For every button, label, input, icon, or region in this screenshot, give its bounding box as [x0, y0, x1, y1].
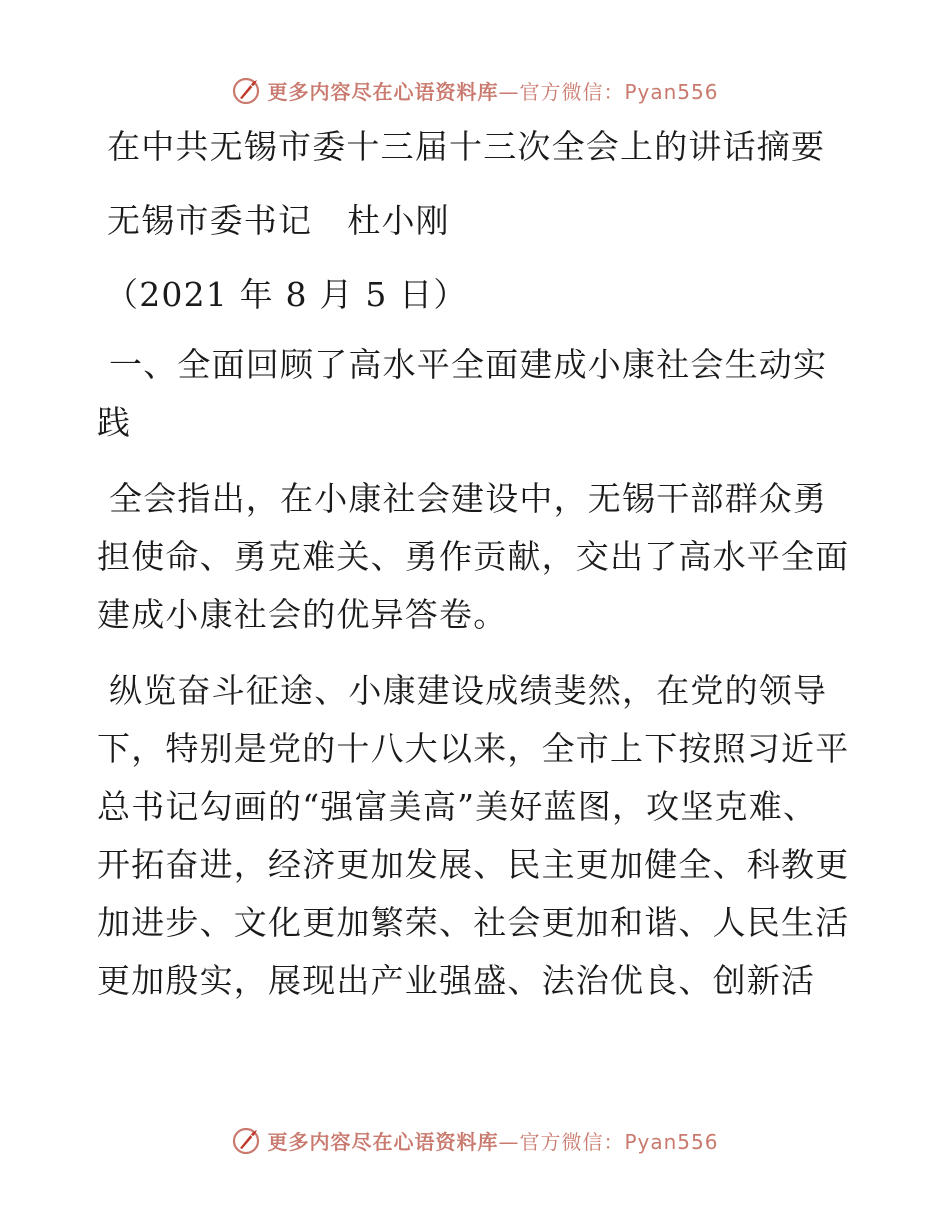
document-author: 无锡市委书记 杜小刚	[107, 201, 450, 240]
header-banner	[0, 70, 950, 110]
paragraph-line: 担使命、勇克难关、勇作贡献，交出了高水平全面	[97, 537, 850, 576]
paragraph-1	[97, 470, 857, 644]
banner-main-text: 更多内容尽在心语资料库	[267, 79, 499, 104]
document-title: 在中共无锡市委十三届十三次全会上的讲话摘要	[107, 127, 826, 166]
paragraph-line: 更加殷实，展现出产业强盛、法治优良、创新活	[97, 961, 816, 1000]
paragraph-line: 下，特别是党的十八大以来，全市上下按照习近平	[97, 729, 850, 768]
quill-pen-icon	[231, 74, 263, 106]
paragraph-line: 纵览奋斗征途、小康建设成绩斐然，在党的领导	[109, 671, 828, 710]
banner-main-text: 更多内容尽在心语资料库	[267, 1129, 499, 1154]
banner-wechat-text: —官方微信：Pyan556	[498, 79, 719, 104]
quill-pen-icon	[231, 1124, 263, 1156]
section-heading	[97, 336, 857, 452]
paragraph-line: 建成小康社会的优异答卷。	[97, 595, 508, 634]
heading-line: 一、全面回顾了高水平全面建成小康社会生动实	[109, 345, 828, 384]
document-date: （2021 年 8 月 5 日）	[105, 275, 468, 314]
paragraph-2	[97, 662, 857, 1010]
paragraph-line: 全会指出，在小康社会建设中，无锡干部群众勇	[109, 479, 828, 518]
banner-wechat-text: —官方微信：Pyan556	[498, 1129, 719, 1154]
paragraph-line: 总书记勾画的“强富美高”美好蓝图，攻坚克难、	[97, 787, 818, 826]
paragraph-line: 开拓奋进，经济更加发展、民主更加健全、科教更	[97, 845, 850, 884]
paragraph-line: 加进步、文化更加繁荣、社会更加和谐、人民生活	[97, 903, 850, 942]
heading-line: 践	[97, 403, 132, 442]
footer-banner	[0, 1120, 950, 1160]
